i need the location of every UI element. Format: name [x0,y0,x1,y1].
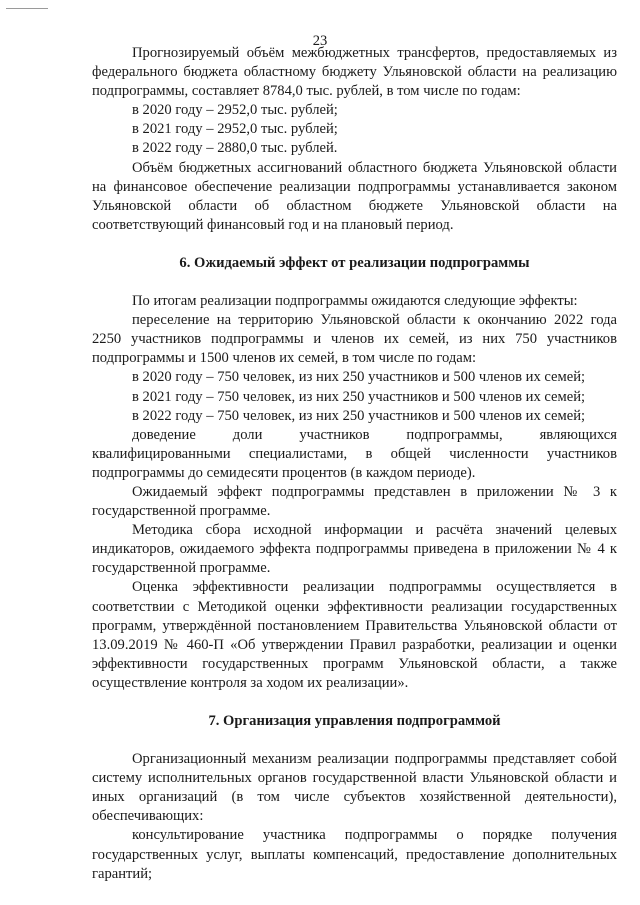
paragraph-consulting: консультирование участника подпрограммы о порядке получения государственных услуг, выплаты компенсаций, предоставление дополнительных гарантий; [92,827,617,882]
paragraph-organizational-mechanism: Организационный механизм реализации подпрограммы представляет собой систему исполнительных органов государственной власти Ульяновской области и иных организаций (в том числе субъектов хозяйственной деятельности), обеспечивающих: [92,751,617,825]
list-item-2022-funding: в 2022 году – 2880,0 тыс. рублей. [132,140,338,157]
list-item-2020-funding: в 2020 году – 2952,0 тыс. рублей; [132,102,338,119]
paragraph-appendix-4: Методика сбора исходной информации и расчёта значений целевых индикаторов, ожидаемого эффекта подпрограммы приведена в приложении № 4 к государственной программе. [92,522,617,577]
paragraph-expected-effects-intro: По итогам реализации подпрограммы ожидаются следующие эффекты: [132,293,578,310]
page-number: 23 [312,33,328,49]
document-body [92,44,617,884]
list-item-2021-people: в 2021 году – 750 человек, из них 250 участников и 500 членов их семей; [132,388,586,405]
section-heading-7: 7. Организация управления подпрограммой [208,713,501,729]
scan-corner-mark [6,8,48,9]
list-item-2022-people: в 2022 году – 750 человек, из них 250 участников и 500 членов их семей; [132,407,586,424]
paragraph-transfers: Прогнозируемый объём межбюджетных трансфертов, предоставляемых из федерального бюджета областному бюджету Ульяновской области на реализацию подпрограммы, составляет 8784,0 тыс. рублей, в том числе по годам: [92,45,617,100]
paragraph-resettlement: переселение на территорию Ульяновской области к окончанию 2022 года 2250 участников подпрограммы и членов их семей, из них 750 участников подпрограммы и 1500 членов их семей, в том числе по годам: [92,312,617,367]
paragraph-qualified-share: доведение доли участников подпрограммы, являющихся квалифицированными специалистами, в общей численности участников подпрограммы до семидесяти процентов (в каждом периоде). [92,426,617,481]
list-item-2020-people: в 2020 году – 750 человек, из них 250 участников и 500 членов их семей; [132,369,586,386]
paragraph-budget-allocations: Объём бюджетных ассигнований областного бюджета Ульяновской области на финансовое обеспечение реализации подпрограммы устанавливается законом Ульяновской области об областном бюджете Ульяновской области на соответствующий финансовый год и на плановый период. [92,159,617,233]
list-item-2021-funding: в 2021 году – 2952,0 тыс. рублей; [132,121,338,138]
paragraph-efficiency-evaluation: Оценка эффективности реализации подпрограммы осуществляется в соответствии с Методикой оценки эффективности реализации государственных программ, утверждённой постановлением Правительства Ульяновской области от 13.09.2019 № 460-П «Об утверждении Правил разработки, реализации и оценки эффективности государственных программ Ульяновской области, а также осуществление контроля за ходом их реализации». [92,579,617,691]
paragraph-appendix-3: Ожидаемый эффект подпрограммы представлен в приложении № 3 к государственной программе. [92,483,617,520]
section-heading-6: 6. Ожидаемый эффект от реализации подпрограммы [179,254,530,271]
